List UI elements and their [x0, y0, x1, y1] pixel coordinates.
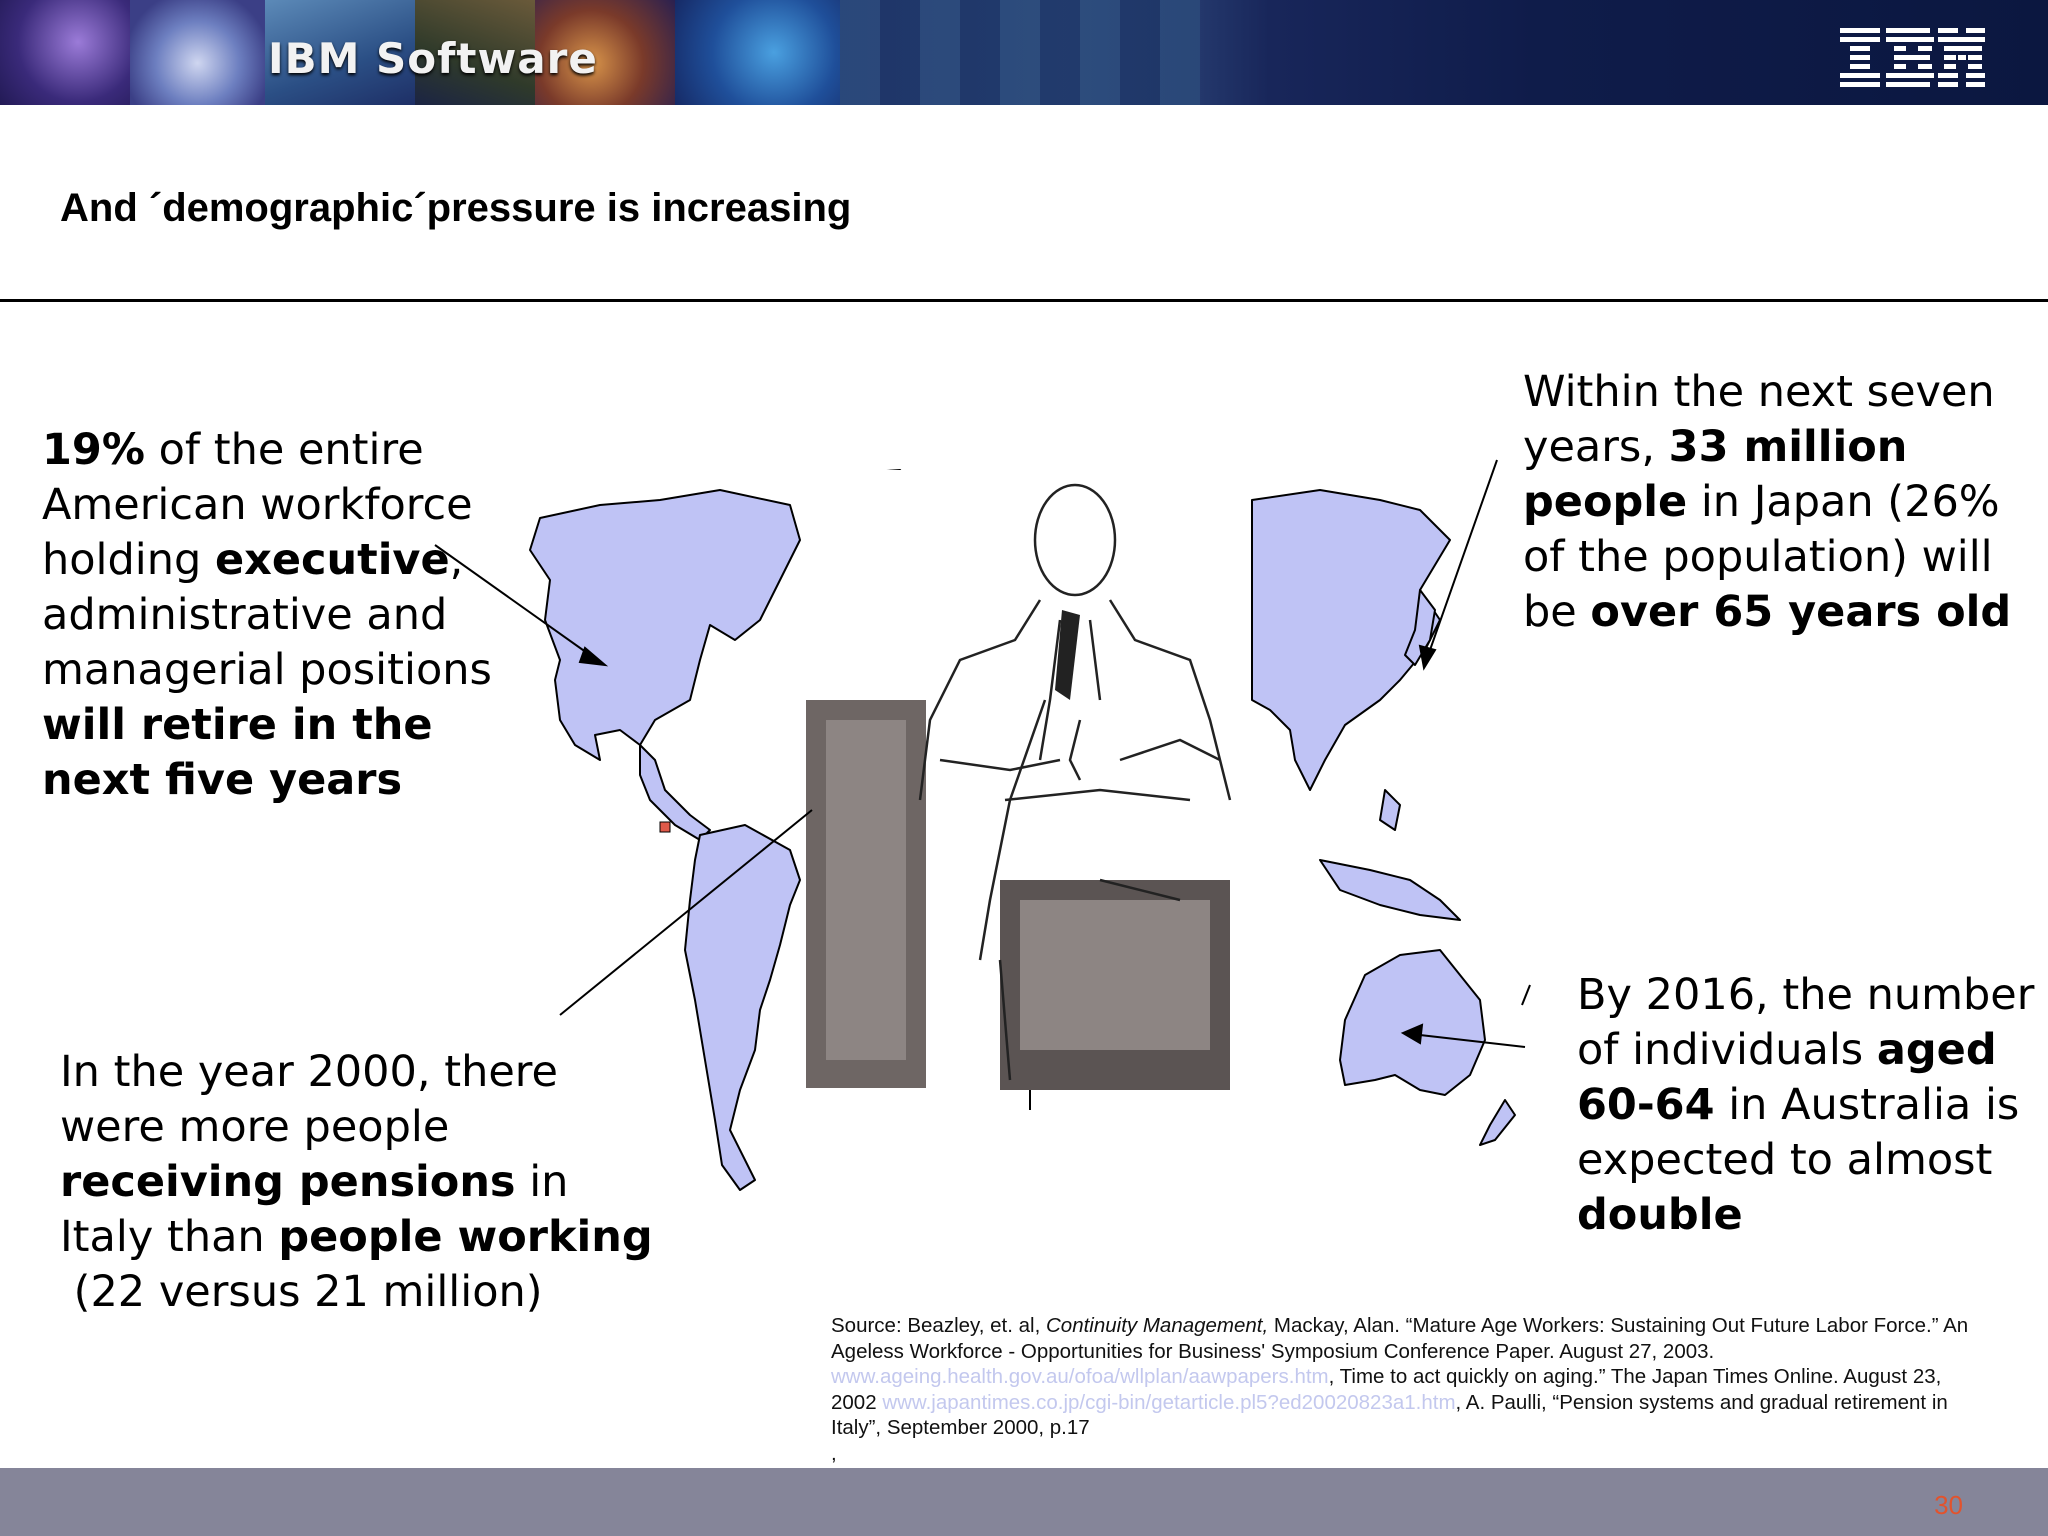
callout-line	[1522, 985, 1530, 1005]
callout-text: (22 versus 21 million)	[60, 1267, 543, 1317]
banner-brand-text: IBM Software	[268, 34, 598, 83]
map-south-america	[685, 825, 800, 1190]
callout-text: expected to almost	[1577, 1135, 1993, 1185]
callout-text: were more people	[60, 1102, 450, 1152]
callout-emphasis: next five years	[42, 755, 403, 805]
source-text: Mackay, Alan. “Mature Age Workers: Sustaining Out Future Labor Force.” An Ageless Workforce - Opportunities for Business' Symposium Conference Paper. August 27, 2003.	[831, 1314, 1969, 1363]
callout-text: Italy than	[60, 1212, 279, 1262]
map-central-america	[640, 745, 710, 840]
sketch-man-icon	[806, 470, 1250, 1110]
stat-19-percent: 19%	[42, 425, 145, 475]
callout-emphasis: over 65 years old	[1590, 587, 2012, 637]
callout-japan-aging	[1523, 365, 2011, 640]
callout-emphasis: 33 million	[1668, 422, 1908, 472]
map-costa-rica	[660, 822, 670, 832]
source-text: ,	[831, 1441, 837, 1465]
callout-emphasis: people working	[278, 1212, 653, 1262]
callout-emphasis: receiving pensions	[60, 1157, 516, 1207]
callout-text: of the entire	[144, 425, 424, 475]
callout-text: administrative and	[42, 590, 448, 640]
map-new-zealand	[1480, 1100, 1515, 1145]
source-link-japantimes[interactable]: www.japantimes.co.jp/cgi-bin/getarticle.pl5?ed20020823a1.htm	[882, 1390, 1456, 1414]
map-indonesia	[1320, 860, 1460, 920]
callout-emphasis: people	[1523, 477, 1688, 527]
callout-text: ,	[449, 535, 464, 585]
callout-emphasis: double	[1577, 1190, 1743, 1240]
callout-text: American workforce	[42, 480, 473, 530]
source-text: , Time to act quickly on aging.” The Japan Times Online. August 23, 2002	[831, 1365, 1942, 1414]
callout-italy-pensions	[60, 1045, 653, 1320]
callout-emphasis: 60-64	[1577, 1080, 1715, 1130]
callout-text: in Australia is	[1714, 1080, 2020, 1130]
slide-title: And ´demographic´pressure is increasing	[60, 186, 852, 230]
source-book-title: Continuity Management,	[1045, 1314, 1269, 1337]
callout-text: managerial positions	[42, 645, 492, 695]
callout-text: in Japan (26%	[1687, 477, 2000, 527]
callout-text: of individuals	[1577, 1025, 1877, 1075]
source-citation	[831, 1313, 1981, 1466]
map-australia	[1340, 950, 1485, 1095]
footer-bar	[0, 1468, 2048, 1536]
callout-us-workforce	[42, 423, 492, 808]
callout-text: years,	[1523, 422, 1669, 472]
callout-text: holding	[42, 535, 215, 585]
callout-emphasis: aged	[1876, 1025, 1997, 1075]
callout-text: in	[515, 1157, 569, 1207]
callout-australia-aging	[1577, 968, 2034, 1243]
callout-text: By 2016, the number	[1577, 970, 2035, 1020]
source-text: , A. Paulli, “Pension systems and gradual retirement in Italy”, September 2000, p.17	[831, 1390, 1948, 1439]
callout-text: In the year 2000, there	[60, 1047, 558, 1097]
callout-text: Within the next seven	[1523, 367, 1995, 417]
callout-text: be	[1523, 587, 1591, 637]
callout-emphasis: will retire in the	[42, 700, 433, 750]
source-link-ageing[interactable]: www.ageing.health.gov.au/ofoa/wllplan/aawpapers.htm	[831, 1365, 1329, 1388]
page-number: 30	[1934, 1490, 1963, 1520]
map-north-america	[530, 490, 800, 760]
map-philippines	[1380, 790, 1400, 830]
callout-emphasis: executive	[214, 535, 450, 585]
callout-text: of the population) will	[1523, 532, 1993, 582]
source-text: Source: Beazley, et. al,	[831, 1314, 1046, 1337]
